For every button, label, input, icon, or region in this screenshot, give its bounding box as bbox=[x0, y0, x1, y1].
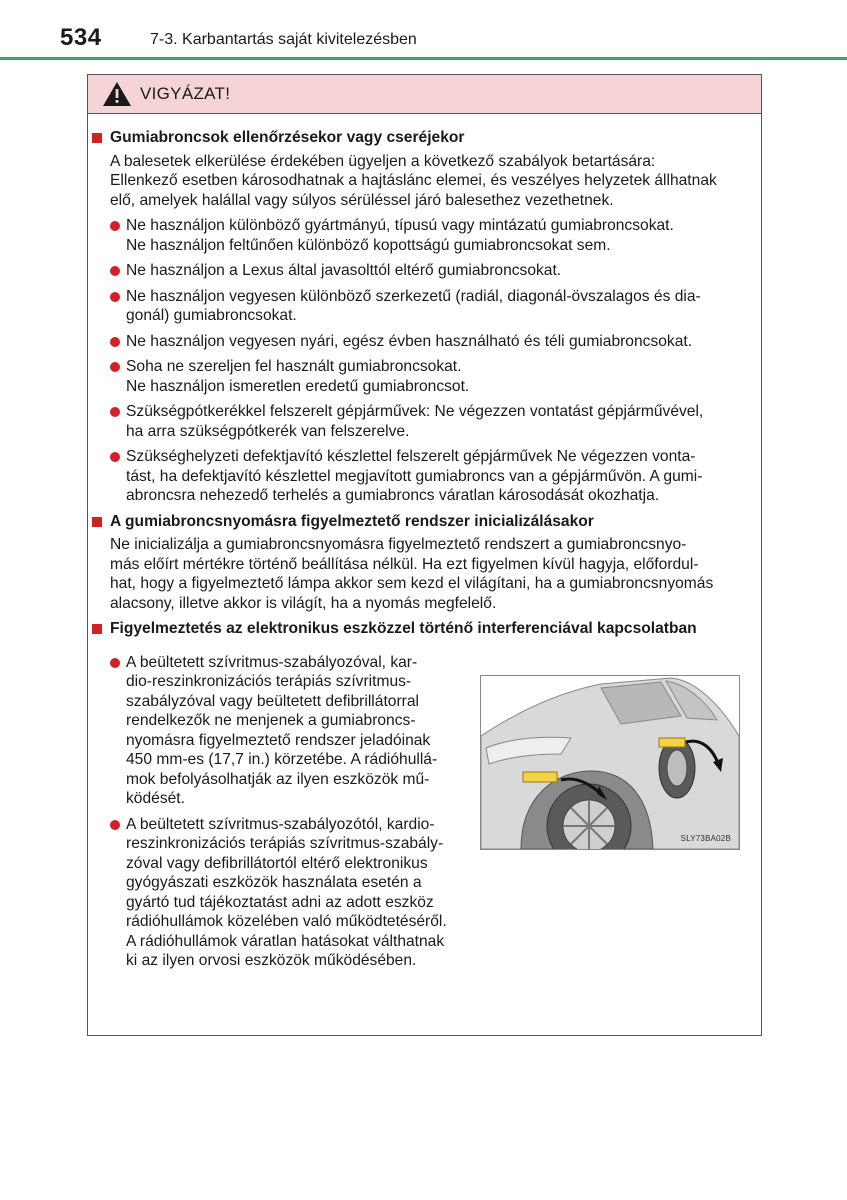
section-paragraph: Ne inicializálja a gumiabroncsnyomásra figyelmeztető rendszert a gumiabroncsnyo- más előírt mértékre történő beállítása nélkül. Ha ezt figyelmen kívül hagyja, előfordul- hat, hogy a figyelmeztető lámpa akkor sem kezd el világítani, ha a gumiabroncsnyomás alacsony, illetve akkor is világít, ha a nyomás megfelelő. bbox=[110, 536, 714, 612]
warning-title: VIGYÁZAT! bbox=[140, 84, 231, 103]
page-header bbox=[0, 0, 847, 60]
warning-triangle-icon bbox=[102, 81, 132, 107]
car-illustration-icon bbox=[481, 676, 739, 849]
car-tire-sensor-illustration bbox=[480, 675, 740, 850]
bullet-item: Szükségpótkerékkel felszerelt gépjárművek: Ne végezzen vontatást gépjárművével, ha arra szükségpótkerék van felszerelve. bbox=[110, 402, 755, 441]
page-number: 534 bbox=[60, 24, 102, 51]
red-dot-bullet bbox=[110, 266, 120, 276]
bullet-item: Ne használjon vegyesen nyári, egész évben használható és téli gumiabroncsokat. bbox=[110, 332, 755, 352]
section-heading: Figyelmeztetés az elektronikus eszközzel történő interferenciával kapcsolatban bbox=[91, 619, 755, 639]
red-dot-bullet bbox=[110, 221, 120, 231]
red-dot-bullet bbox=[110, 820, 120, 830]
warning-header bbox=[88, 75, 761, 114]
bullet-item: A beültetett szívritmus-szabályozótól, kardio- reszinkronizációs terápiás szívritmus-szabály- zóval vagy defibrillátortól eltérő elektronikus gyógyászati eszközök használata esetén a gyártó tud tájékoztatást adni az adott eszköz rádióhullámok közelében való működtetéséről. A rádióhullámok váratlan hatásokat válthatnak ki az ilyen orvosi eszközök működésében. bbox=[110, 815, 462, 971]
bullet-item: Soha ne szereljen fel használt gumiabroncsokat. Ne használjon ismeretlen eredetű gumiabroncsot. bbox=[110, 357, 755, 396]
bullet-item: Ne használjon vegyesen különböző szerkezetű (radiál, diagonál-övszalagos és dia- gonál) gumiabroncsokat. bbox=[110, 287, 755, 326]
bullet-item: Ne használjon a Lexus által javasolttól eltérő gumiabroncsokat. bbox=[110, 261, 755, 281]
header-divider bbox=[0, 57, 847, 60]
chapter-title: 7-3. Karbantartás saját kivitelezésben bbox=[150, 31, 417, 48]
section-paragraph: A balesetek elkerülése érdekében ügyeljen a következő szabályok betartására: Ellenkező esetben károsodhatnak a hajtáslánc elemei, és veszélyes helyzetek állhatnak elő, amelyek halállal vagy súlyos sérüléssel járó balesethez vezethetnek. bbox=[110, 152, 717, 209]
section-heading: Gumiabroncsok ellenőrzésekor vagy cseréjekor bbox=[91, 128, 755, 148]
red-square-bullet bbox=[92, 133, 102, 143]
red-dot-bullet bbox=[110, 292, 120, 302]
bullet-item: Ne használjon különböző gyártmányú, típusú vagy mintázatú gumiabroncsokat. Ne használjon feltűnően különböző kopottságú gumiabroncsokat sem. bbox=[110, 216, 755, 255]
red-square-bullet bbox=[92, 517, 102, 527]
figure-label: SLY73BA02B bbox=[680, 834, 731, 843]
red-square-bullet bbox=[92, 624, 102, 634]
red-dot-bullet bbox=[110, 337, 120, 347]
section-heading: A gumiabroncsnyomásra figyelmeztető rendszer inicializálásakor bbox=[91, 512, 755, 532]
red-dot-bullet bbox=[110, 658, 120, 668]
bullet-item: Szükséghelyzeti defektjavító készlettel felszerelt gépjárművek Ne végezzen vonta- tást, ha defektjavító készlettel megjavított gumiabroncs van a gépjárművön. A gumi- abroncsra nehezedő terhelés a gumiabroncs váratlan károsodását okozhatja. bbox=[110, 447, 755, 506]
red-dot-bullet bbox=[110, 362, 120, 372]
bullet-item: A beültetett szívritmus-szabályozóval, kar- dio-reszinkronizációs terápiás szívritmus- szabályzóval vagy beültetett defibrillátorral rendelkezők ne menjenek a gumiabroncs- nyomásra figyelmeztető rendszer jeladóinak 450 mm-es (17,7 in.) körzetébe. A rádióhullá- mok befolyásolhatják az ilyen eszközök mű- ködését. bbox=[110, 653, 462, 809]
red-dot-bullet bbox=[110, 407, 120, 417]
red-dot-bullet bbox=[110, 452, 120, 462]
